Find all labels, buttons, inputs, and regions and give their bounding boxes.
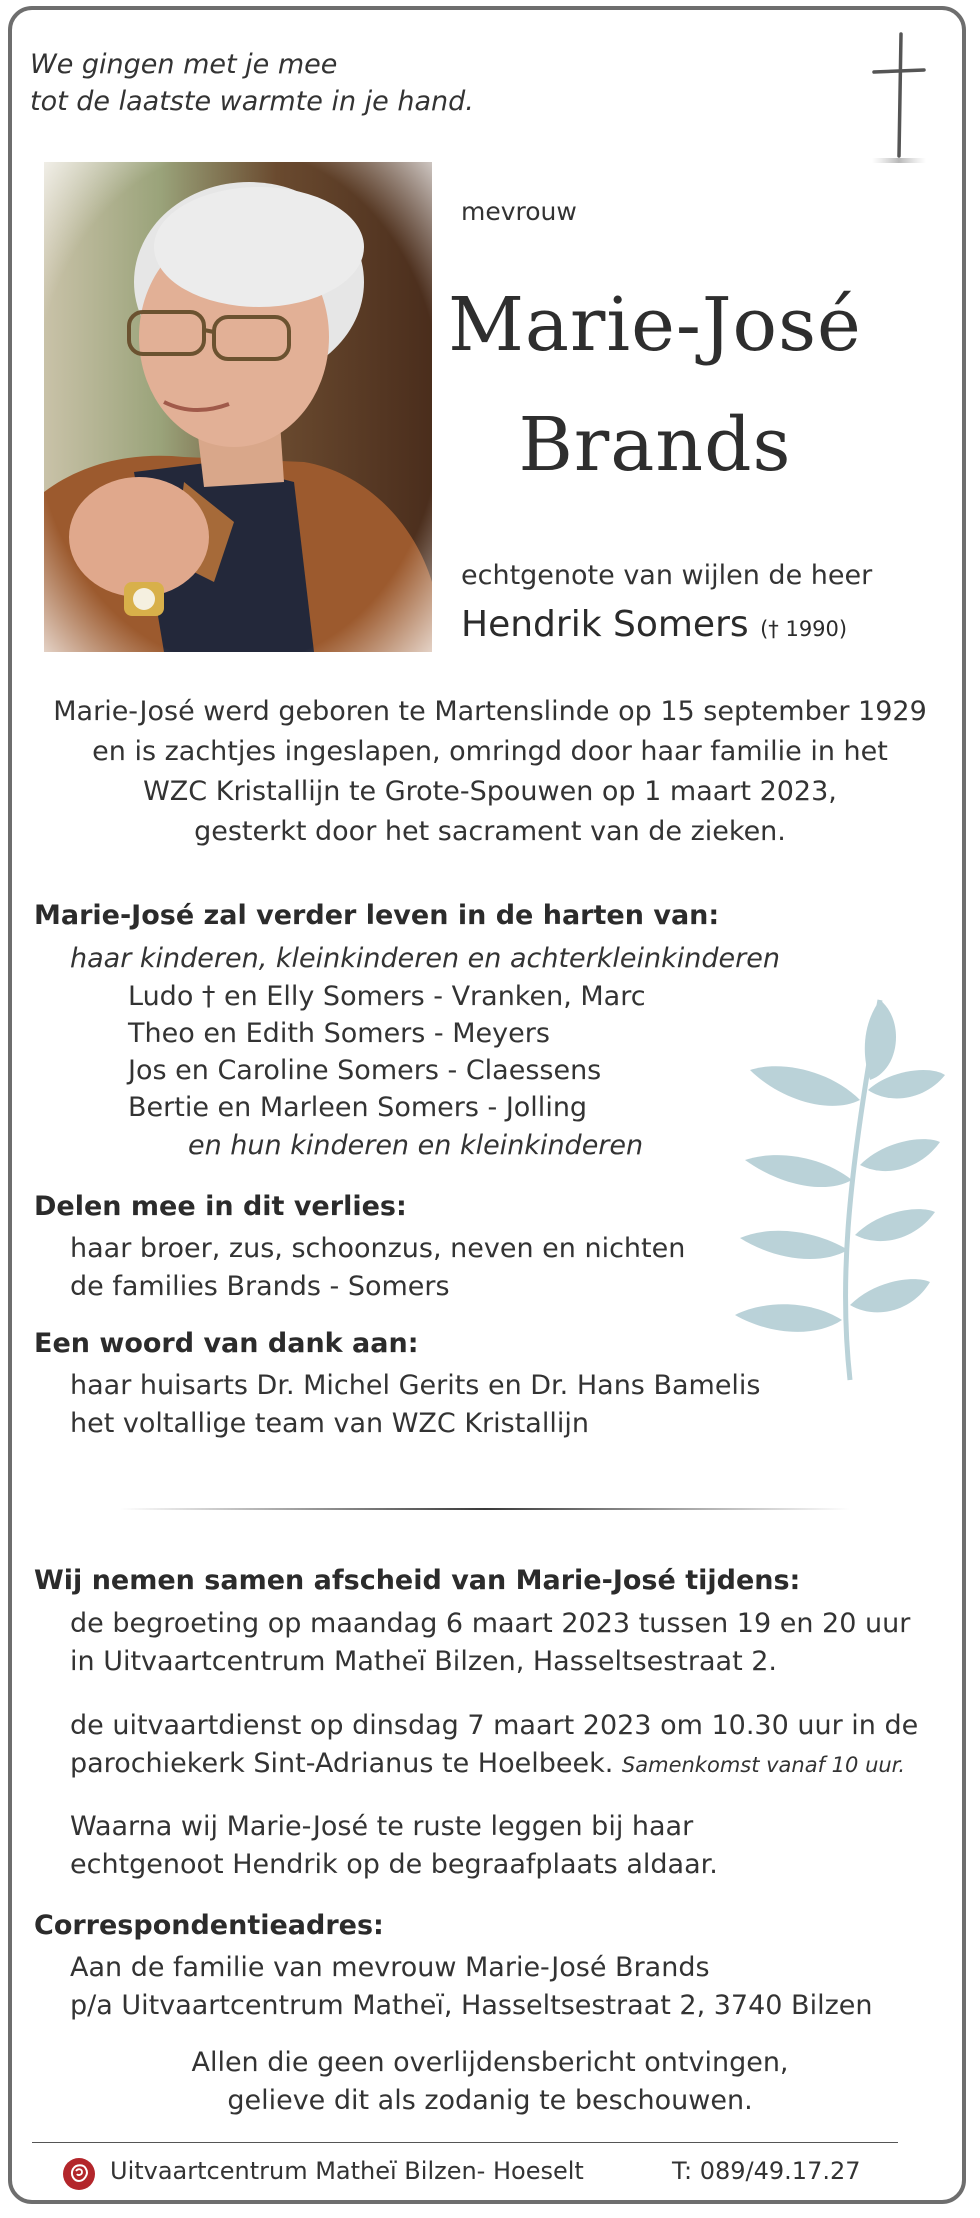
notice-line: gelieve dit als zodanig te beschouwen.: [227, 2085, 753, 2116]
family-closing: en hun kinderen en kleinkinderen: [188, 1130, 644, 1161]
visitation-line: in Uitvaartcentrum Matheï Bilzen, Hasseltsestraat 2.: [70, 1646, 778, 1677]
correspondence-line: Aan de familie van mevrouw Marie-José Brands: [70, 1952, 710, 1983]
correspondence-heading: Correspondentieadres:: [34, 1910, 384, 1941]
spouse-intro: echtgenote van wijlen de heer: [461, 560, 873, 591]
footer-phone: T: 089/49.17.27: [672, 2157, 861, 2185]
motto-line: tot de laatste warmte in je hand.: [30, 86, 474, 117]
notice-line: Allen die geen overlijdensbericht ontvingen,: [191, 2047, 789, 2078]
loss-heading: Delen mee in dit verlies:: [34, 1191, 407, 1222]
announcement: [20, 692, 960, 852]
family-member: Theo en Edith Somers - Meyers: [128, 1018, 550, 1049]
portrait-photo: [44, 162, 432, 652]
farewell-heading: Wij nemen samen afscheid van Marie-José tijdens:: [34, 1565, 801, 1596]
announcement-line: en is zachtjes ingeslapen, omringd door haar familie in het: [92, 736, 888, 767]
service-note: Samenkomst vanaf 10 uur.: [621, 1753, 906, 1777]
thanks-heading: Een woord van dank aan:: [34, 1328, 419, 1359]
deceased-last-name: Brands: [518, 402, 792, 488]
announcement-line: Marie-José werd geboren te Martenslinde op 15 september 1929: [53, 696, 927, 727]
correspondence-line: p/a Uitvaartcentrum Matheï, Hasseltsestraat 2, 3740 Bilzen: [70, 1990, 873, 2021]
loss-line: haar broer, zus, schoonzus, neven en nichten: [70, 1233, 686, 1264]
thanks-line: haar huisarts Dr. Michel Gerits en Dr. Hans Bamelis: [70, 1370, 761, 1401]
footer-rule: [32, 2142, 898, 2143]
section-divider: [120, 1508, 850, 1510]
motto-line: We gingen met je mee: [30, 49, 338, 80]
thanks-line: het voltallige team van WZC Kristallijn: [70, 1408, 589, 1439]
burial-line: echtgenoot Hendrik op de begraafplaats aldaar.: [70, 1849, 718, 1880]
family-member: Ludo † en Elly Somers - Vranken, Marc: [128, 981, 646, 1012]
cross-icon: [868, 32, 928, 172]
family-subheading: haar kinderen, kleinkinderen en achterkleinkinderen: [70, 943, 780, 974]
family-heading: Marie-José zal verder leven in de harten van:: [34, 900, 720, 931]
spouse-death-note: († 1990): [760, 617, 848, 641]
footer-company: Uitvaartcentrum Matheï Bilzen- Hoeselt: [110, 2157, 584, 2185]
announcement-line: WZC Kristallijn te Grote-Spouwen op 1 maart 2023,: [143, 776, 837, 807]
spouse-name-line: [461, 604, 847, 645]
title-prefix: mevrouw: [461, 197, 577, 226]
burial-line: Waarna wij Marie-José te ruste leggen bij haar: [70, 1811, 694, 1842]
service-line-2: [70, 1745, 905, 1784]
service-line: de uitvaartdienst op dinsdag 7 maart 2023 om 10.30 uur in de: [70, 1710, 919, 1741]
notice: [20, 2044, 960, 2120]
announcement-line: gesterkt door het sacrament van de zieken.: [194, 816, 786, 847]
visitation-line: de begroeting op maandag 6 maart 2023 tussen 19 en 20 uur: [70, 1608, 911, 1639]
family-member: Bertie en Marleen Somers - Jolling: [128, 1092, 588, 1123]
rose-icon: [62, 2157, 96, 2191]
deceased-first-name: Marie-José: [448, 282, 862, 368]
spouse-name: Hendrik Somers: [461, 604, 749, 645]
leaf-branch-icon: [730, 960, 950, 1390]
motto: [30, 46, 474, 120]
family-member: Jos en Caroline Somers - Claessens: [128, 1055, 602, 1086]
service-location: parochiekerk Sint-Adrianus te Hoelbeek.: [70, 1748, 614, 1779]
loss-line: de families Brands - Somers: [70, 1271, 450, 1302]
